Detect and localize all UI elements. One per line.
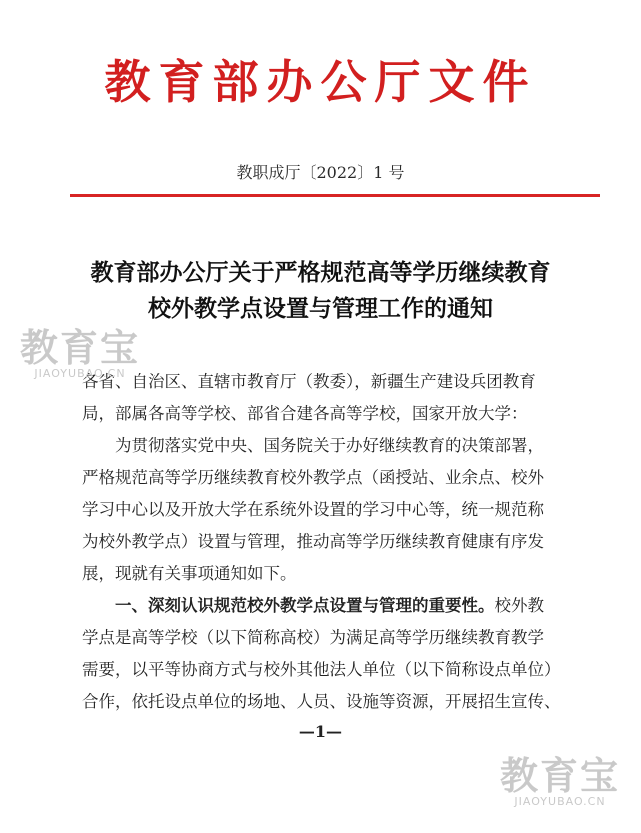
section-1-first-line — [82, 590, 577, 622]
watermark-text: 教育宝 — [499, 754, 620, 798]
watermark-url: JIAOYUBAO.CN — [514, 795, 606, 808]
paragraph-line: 为贯彻落实党中央、国务院关于办好继续教育的决策部署， — [115, 436, 544, 455]
watermark-text: 教育宝 — [19, 326, 140, 370]
watermark-url: JIAOYUBAO.CN — [34, 367, 126, 380]
paragraph-line: 合作，依托设点单位的场地、人员、设施等资源，开展招生宣传、 — [82, 692, 561, 711]
paragraph-line: 学点是高等学校（以下简称高校）为满足高等学历继续教育教学 — [82, 628, 544, 647]
addressee-line-1: 各省、自治区、直辖市教育厅（教委），新疆生产建设兵团教育 — [82, 372, 536, 391]
addressee-line-2: 局，部属各高等学校、部省合建各高等学校，国家开放大学： — [82, 404, 528, 423]
section-1-text: 校外教 — [494, 596, 544, 615]
paragraph-line: 严格规范高等学历继续教育校外教学点（函授站、业余点、校外 — [82, 468, 544, 487]
body-text — [82, 366, 577, 718]
title-line-1: 教育部办公厅关于严格规范高等学历继续教育 — [90, 259, 551, 286]
watermark-logo — [490, 756, 630, 808]
paragraph-line: 为校外教学点）设置与管理，推动高等学历继续教育健康有序发 — [82, 532, 544, 551]
red-divider-line — [70, 194, 600, 197]
page-number: —1— — [298, 722, 343, 741]
document-number: 教职成厅〔2022〕1 号 — [236, 163, 405, 182]
watermark-logo — [0, 328, 160, 380]
title-line-2: 校外教学点设置与管理工作的通知 — [148, 295, 493, 322]
paragraph-line: 需要，以平等协商方式与校外其他法人单位（以下简称设点单位） — [82, 660, 561, 679]
document-title — [40, 255, 601, 327]
paragraph-line: 学习中心以及开放大学在系统外设置的学习中心等，统一规范称 — [82, 500, 544, 519]
issuer-header: 教育部办公厅文件 — [104, 55, 537, 109]
paragraph-line: 展，现就有关事项通知如下。 — [82, 564, 297, 583]
section-1-heading: 一、深刻认识规范校外教学点设置与管理的重要性。 — [115, 596, 495, 615]
